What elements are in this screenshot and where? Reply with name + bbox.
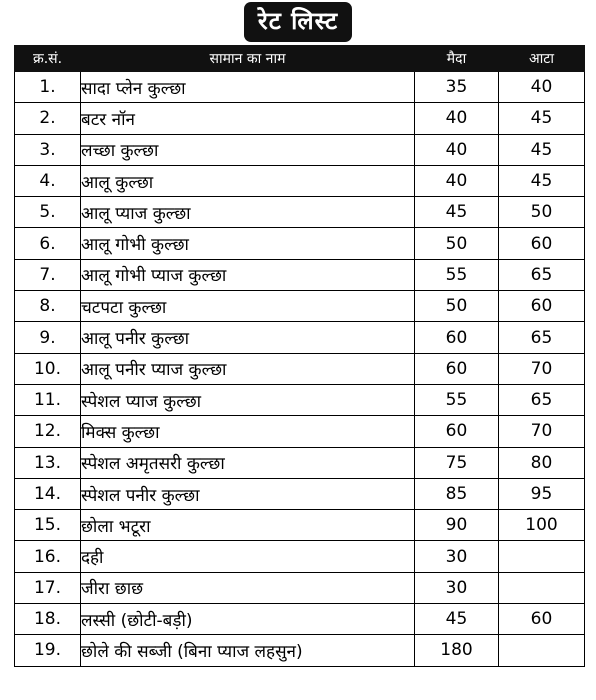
atta-price-cell: 45 [499,103,585,134]
atta-price-cell [499,635,585,666]
item-name-cell: आलू प्याज कुल्छा [81,197,415,228]
item-name-cell: स्पेशल प्याज कुल्छा [81,384,415,415]
table-row [15,322,585,353]
header-atta: आटा [499,46,585,72]
maida-price-cell: 40 [415,134,499,165]
serial-cell: 11. [15,384,81,415]
item-name-cell: आलू पनीर प्याज कुल्छा [81,353,415,384]
maida-price-cell: 30 [415,572,499,603]
item-name-cell: छोला भटूरा [81,510,415,541]
item-name-cell: आलू गोभी कुल्छा [81,228,415,259]
serial-cell: 18. [15,604,81,635]
item-name-cell: आलू गोभी प्याज कुल्छा [81,259,415,290]
serial-cell: 16. [15,541,81,572]
maida-price-cell: 60 [415,322,499,353]
table-row [15,447,585,478]
table-row [15,103,585,134]
atta-price-cell [499,572,585,603]
table-row [15,478,585,509]
header-serial: क्र.सं. [15,46,81,72]
atta-price-cell: 60 [499,604,585,635]
item-name-cell: लच्छा कुल्छा [81,134,415,165]
maida-price-cell: 55 [415,384,499,415]
serial-cell: 17. [15,572,81,603]
table-row [15,197,585,228]
serial-cell: 12. [15,416,81,447]
serial-cell: 14. [15,478,81,509]
page-title: रेट लिस्ट [244,2,352,42]
item-name-cell: जीरा छाछ [81,572,415,603]
table-row [15,228,585,259]
item-name-cell: छोले की सब्जी (बिना प्याज लहसुन) [81,635,415,666]
table-row [15,384,585,415]
item-name-cell: स्पेशल अमृतसरी कुल्छा [81,447,415,478]
item-name-cell: आलू कुल्छा [81,165,415,196]
serial-cell: 13. [15,447,81,478]
maida-price-cell: 45 [415,197,499,228]
serial-cell: 3. [15,134,81,165]
atta-price-cell: 60 [499,228,585,259]
table-row [15,635,585,666]
atta-price-cell: 70 [499,353,585,384]
serial-cell: 6. [15,228,81,259]
header-item-name: सामान का नाम [81,46,415,72]
atta-price-cell [499,541,585,572]
atta-price-cell: 65 [499,259,585,290]
table-row [15,510,585,541]
serial-cell: 8. [15,291,81,322]
atta-price-cell: 40 [499,72,585,103]
serial-cell: 19. [15,635,81,666]
header-maida: मैदा [415,46,499,72]
serial-cell: 15. [15,510,81,541]
atta-price-cell: 95 [499,478,585,509]
serial-cell: 9. [15,322,81,353]
item-name-cell: चटपटा कुल्छा [81,291,415,322]
table-row [15,604,585,635]
maida-price-cell: 75 [415,447,499,478]
atta-price-cell: 60 [499,291,585,322]
maida-price-cell: 55 [415,259,499,290]
maida-price-cell: 60 [415,353,499,384]
maida-price-cell: 40 [415,165,499,196]
table-row [15,134,585,165]
maida-price-cell: 40 [415,103,499,134]
serial-cell: 10. [15,353,81,384]
table-row [15,165,585,196]
table-row [15,259,585,290]
maida-price-cell: 90 [415,510,499,541]
item-name-cell: मिक्स कुल्छा [81,416,415,447]
maida-price-cell: 50 [415,291,499,322]
maida-price-cell: 50 [415,228,499,259]
maida-price-cell: 180 [415,635,499,666]
item-name-cell: दही [81,541,415,572]
maida-price-cell: 35 [415,72,499,103]
serial-cell: 7. [15,259,81,290]
item-name-cell: लस्सी (छोटी-बड़ी) [81,604,415,635]
item-name-cell: आलू पनीर कुल्छा [81,322,415,353]
item-name-cell: स्पेशल पनीर कुल्छा [81,478,415,509]
serial-cell: 2. [15,103,81,134]
table-row [15,353,585,384]
atta-price-cell: 100 [499,510,585,541]
table-row [15,291,585,322]
title-wrapper [0,2,596,42]
atta-price-cell: 65 [499,322,585,353]
atta-price-cell: 70 [499,416,585,447]
maida-price-cell: 30 [415,541,499,572]
atta-price-cell: 50 [499,197,585,228]
maida-price-cell: 60 [415,416,499,447]
atta-price-cell: 65 [499,384,585,415]
table-row [15,572,585,603]
item-name-cell: बटर नॉन [81,103,415,134]
table-row [15,541,585,572]
serial-cell: 4. [15,165,81,196]
atta-price-cell: 45 [499,165,585,196]
serial-cell: 5. [15,197,81,228]
table-body [15,72,585,667]
serial-cell: 1. [15,72,81,103]
atta-price-cell: 80 [499,447,585,478]
table-row [15,72,585,103]
maida-price-cell: 85 [415,478,499,509]
table-header [15,46,585,72]
maida-price-cell: 45 [415,604,499,635]
header-row [15,46,585,72]
atta-price-cell: 45 [499,134,585,165]
item-name-cell: सादा प्लेन कुल्छा [81,72,415,103]
rate-table [14,45,585,667]
table-row [15,416,585,447]
